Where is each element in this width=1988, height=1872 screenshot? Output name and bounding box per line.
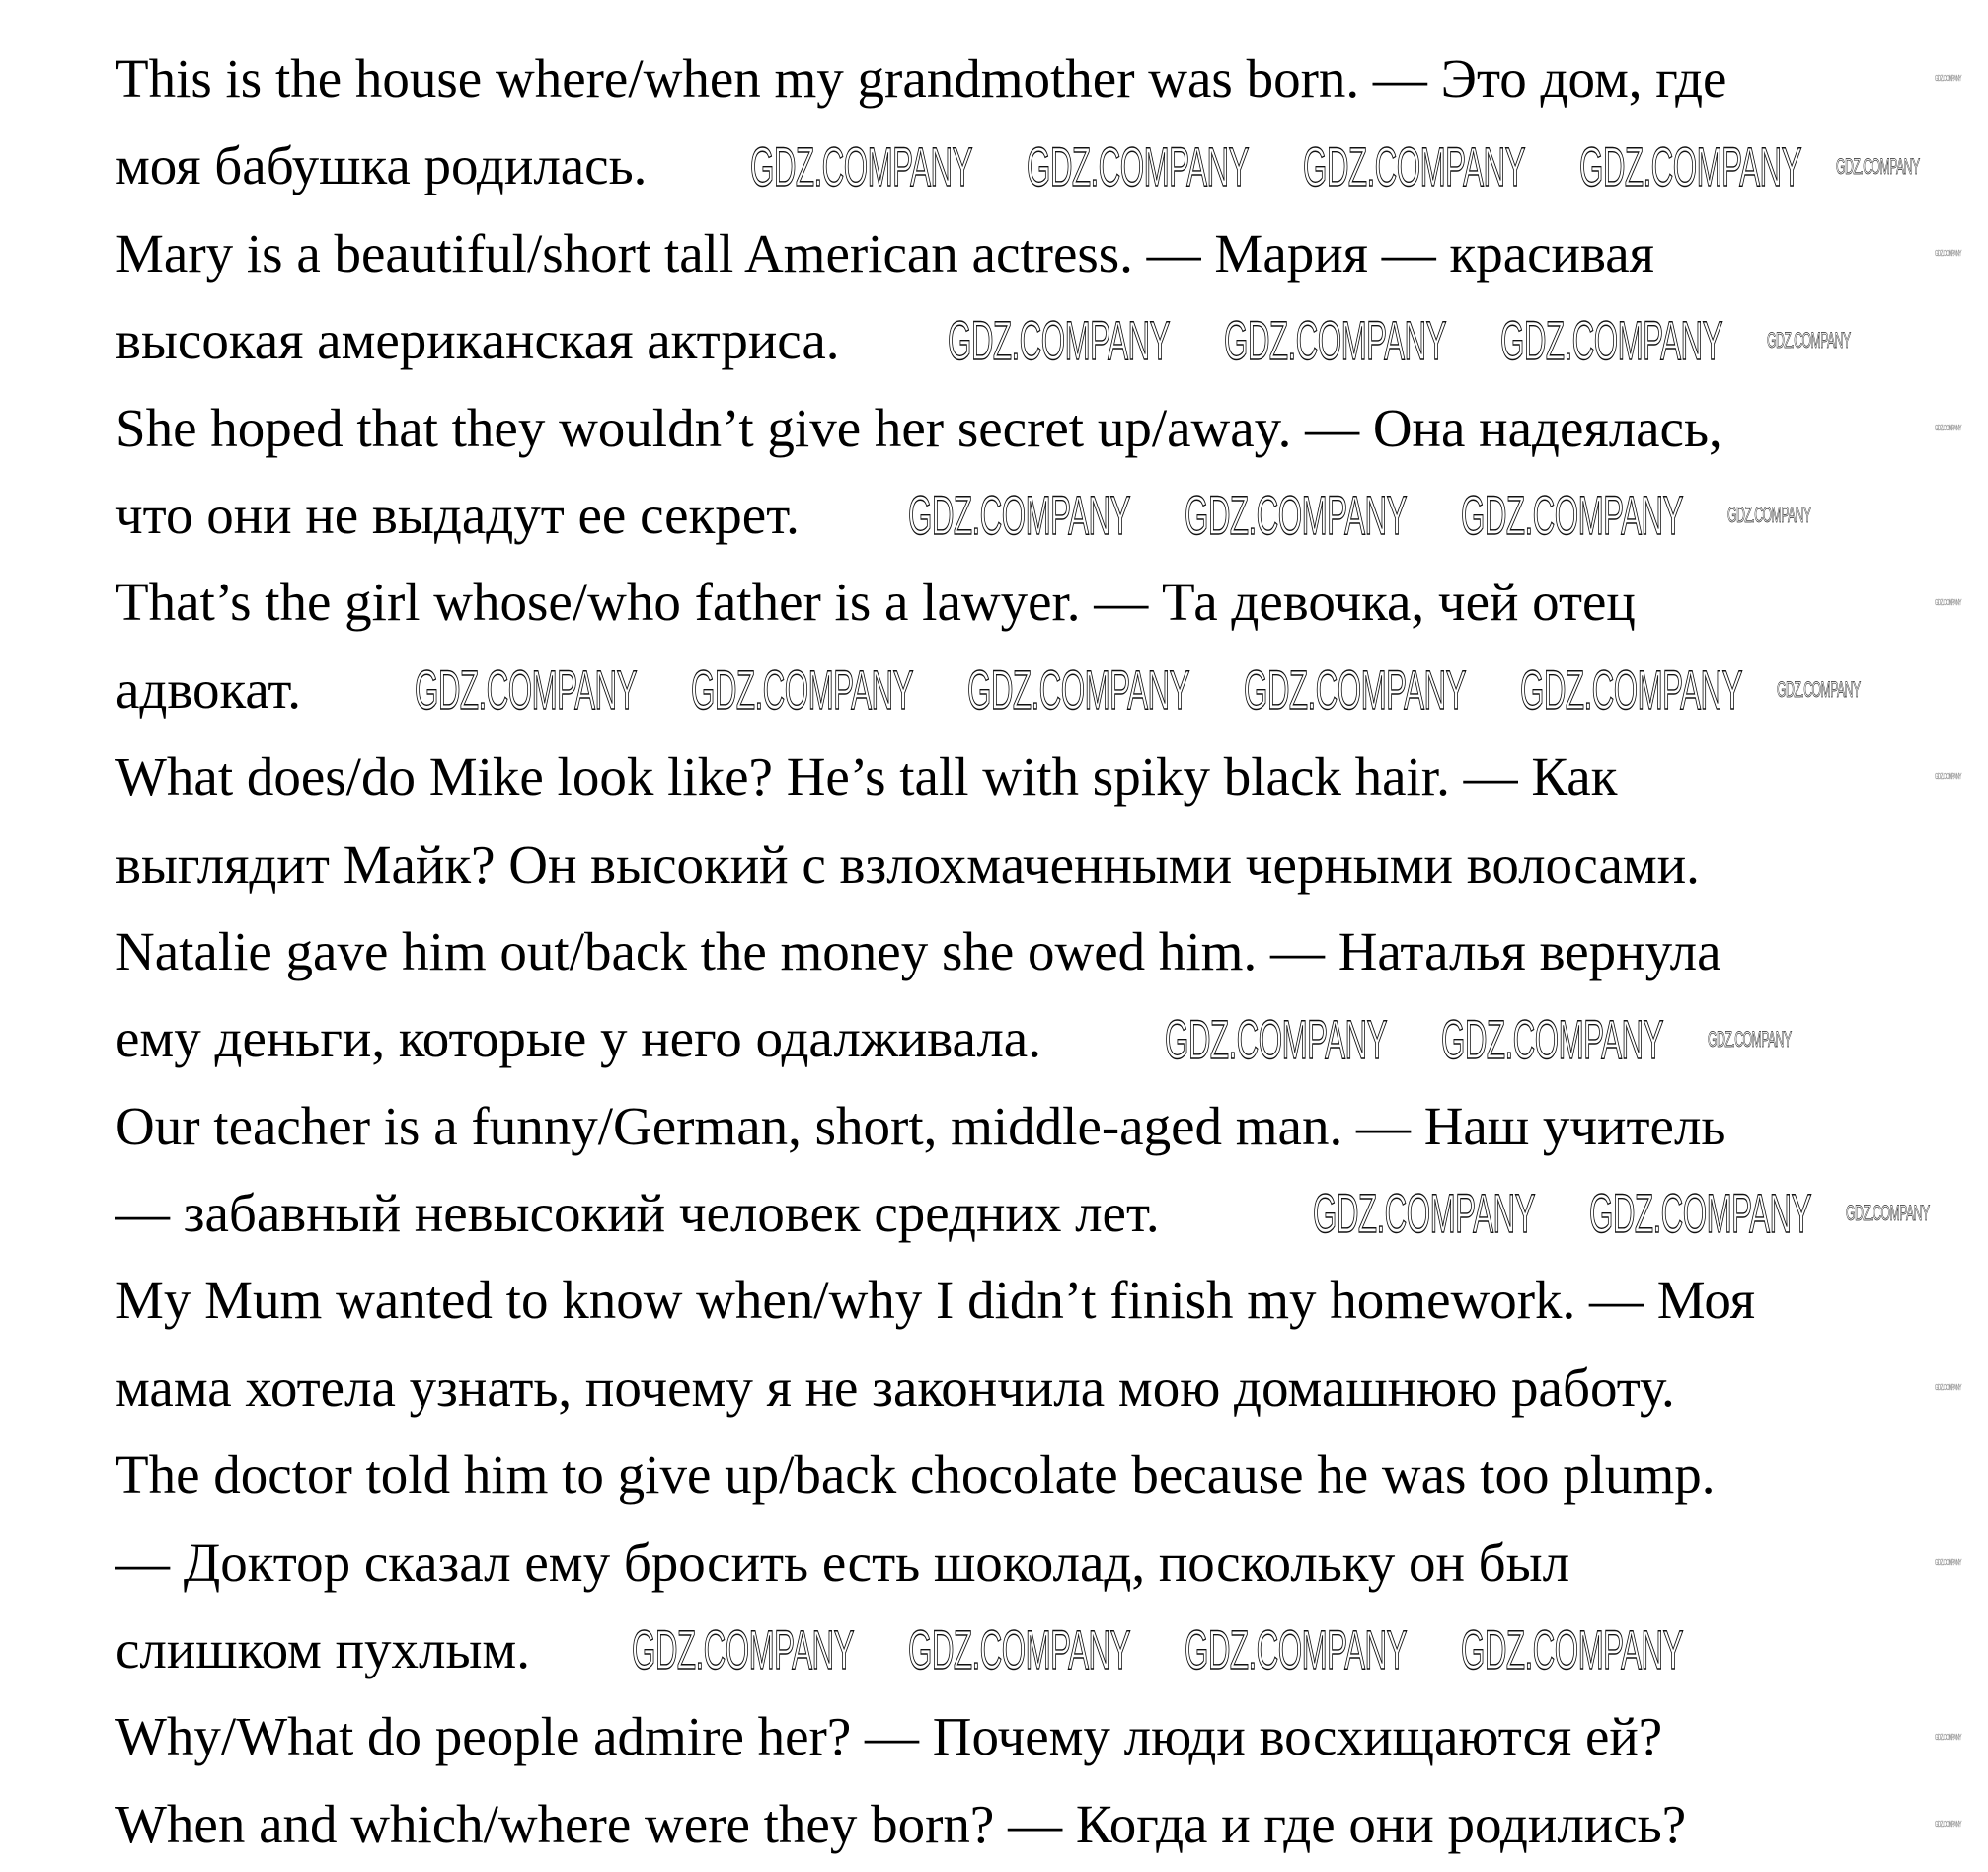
watermark: GDZ.COMPANY	[967, 659, 1189, 721]
text-row	[115, 559, 1971, 646]
watermark: GDZ.COMPANY	[1836, 153, 1920, 179]
watermark: GDZ.COMPANY	[1935, 423, 1961, 432]
text-row	[115, 1257, 1971, 1344]
watermark: GDZ.COMPANY	[1727, 503, 1811, 528]
text-row	[115, 210, 1971, 297]
text-line: мама хотела узнать, почему я не закончила мою домашнюю работу.	[115, 1357, 1675, 1418]
watermark: GDZ.COMPANY	[1303, 134, 1525, 197]
text-line: ему деньги, которые у него одалживала.	[115, 1008, 1041, 1069]
watermark: GDZ.COMPANY	[1935, 1383, 1961, 1393]
watermark: GDZ.COMPANY	[1935, 1732, 1961, 1742]
watermark: GDZ.COMPANY	[1224, 309, 1446, 372]
text-line: — Доктор сказал ему бросить есть шоколад, поскольку он был	[115, 1531, 1570, 1593]
watermark: GDZ.COMPANY	[1165, 1007, 1387, 1070]
watermark: GDZ.COMPANY	[1441, 1007, 1663, 1070]
watermark: GDZ.COMPANY	[1777, 677, 1861, 702]
watermark: GDZ.COMPANY	[415, 659, 637, 721]
text-row	[115, 821, 1971, 908]
watermark: GDZ.COMPANY	[908, 1618, 1130, 1681]
text-line: What does/do Mike look like? He’s tall with spiky black hair. — Как	[115, 746, 1618, 808]
text-line: The doctor told him to give up/back chocolate because he was too plump.	[115, 1444, 1716, 1506]
text-row	[115, 1693, 1971, 1780]
watermark: GDZ.COMPANY	[1589, 1182, 1811, 1245]
watermark: GDZ.COMPANY	[908, 484, 1130, 547]
watermark: GDZ.COMPANY	[632, 1618, 854, 1681]
text-row	[115, 995, 1971, 1082]
watermark: GDZ.COMPANY	[1185, 484, 1407, 547]
watermark: GDZ.COMPANY	[1461, 484, 1683, 547]
text-line: что они не выдадут ее секрет.	[115, 484, 800, 545]
watermark: GDZ.COMPANY	[1313, 1182, 1535, 1245]
text-line: Our teacher is a funny/German, short, middle-aged man. — Наш учитель	[115, 1095, 1726, 1156]
text-row	[115, 385, 1971, 472]
watermark: GDZ.COMPANY	[1500, 309, 1722, 372]
watermark: GDZ.COMPANY	[1935, 1820, 1961, 1830]
text-line: When and which/where were they born? — Когда и где они родились?	[115, 1793, 1687, 1854]
text-row	[115, 1520, 1971, 1606]
text-row	[115, 1083, 1971, 1170]
text-row	[115, 908, 1971, 995]
text-line: слишком пухлым.	[115, 1619, 530, 1680]
watermark: GDZ.COMPANY	[1185, 1618, 1407, 1681]
text-row	[115, 36, 1971, 122]
text-line: Natalie gave him out/back the money she owed him. — Наталья вернула	[115, 920, 1721, 981]
text-line: — забавный невысокий человек средних лет.	[115, 1183, 1160, 1244]
watermark: GDZ.COMPANY	[1708, 1026, 1792, 1052]
text-row	[115, 1432, 1971, 1519]
text-line: моя бабушка родилась.	[115, 135, 648, 196]
watermark: GDZ.COMPANY	[1935, 772, 1961, 782]
watermark: GDZ.COMPANY	[1846, 1201, 1930, 1226]
text-line: адвокат.	[115, 659, 302, 720]
text-line: высокая американская актриса.	[115, 310, 840, 371]
watermark: GDZ.COMPANY	[948, 309, 1170, 372]
watermark: GDZ.COMPANY	[1935, 74, 1961, 84]
watermark: GDZ.COMPANY	[750, 134, 972, 197]
text-line: She hoped that they wouldn’t give her secret up/away. — Она надеялась,	[115, 397, 1722, 458]
watermark: GDZ.COMPANY	[1461, 1618, 1683, 1681]
watermark: GDZ.COMPANY	[1244, 659, 1466, 721]
text-line: выглядит Майк? Он высокий с взлохмаченными черными волосами.	[115, 833, 1700, 895]
watermark: GDZ.COMPANY	[1579, 134, 1801, 197]
text-line: That’s the girl whose/who father is a lawyer. — Та девочка, чей отец	[115, 572, 1636, 633]
text-line: Mary is a beautiful/short tall American actress. — Мария — красивая	[115, 222, 1654, 283]
watermark: GDZ.COMPANY	[1520, 659, 1742, 721]
watermark: GDZ.COMPANY	[1935, 1558, 1961, 1567]
text-row	[115, 1345, 1971, 1432]
watermark: GDZ.COMPANY	[1027, 134, 1249, 197]
text-line: Why/What do people admire her? — Почему люди восхищаются ей?	[115, 1706, 1663, 1767]
text-row	[115, 1781, 1971, 1868]
watermark: GDZ.COMPANY	[1767, 328, 1851, 353]
watermark: GDZ.COMPANY	[1935, 597, 1961, 607]
watermark: GDZ.COMPANY	[691, 659, 913, 721]
watermark: GDZ.COMPANY	[1935, 249, 1961, 258]
text-line: My Mum wanted to know when/why I didn’t finish my homework. — Моя	[115, 1270, 1756, 1331]
text-line: This is the house where/when my grandmother was born. — Это дом, где	[115, 48, 1727, 109]
text-row	[115, 734, 1971, 820]
